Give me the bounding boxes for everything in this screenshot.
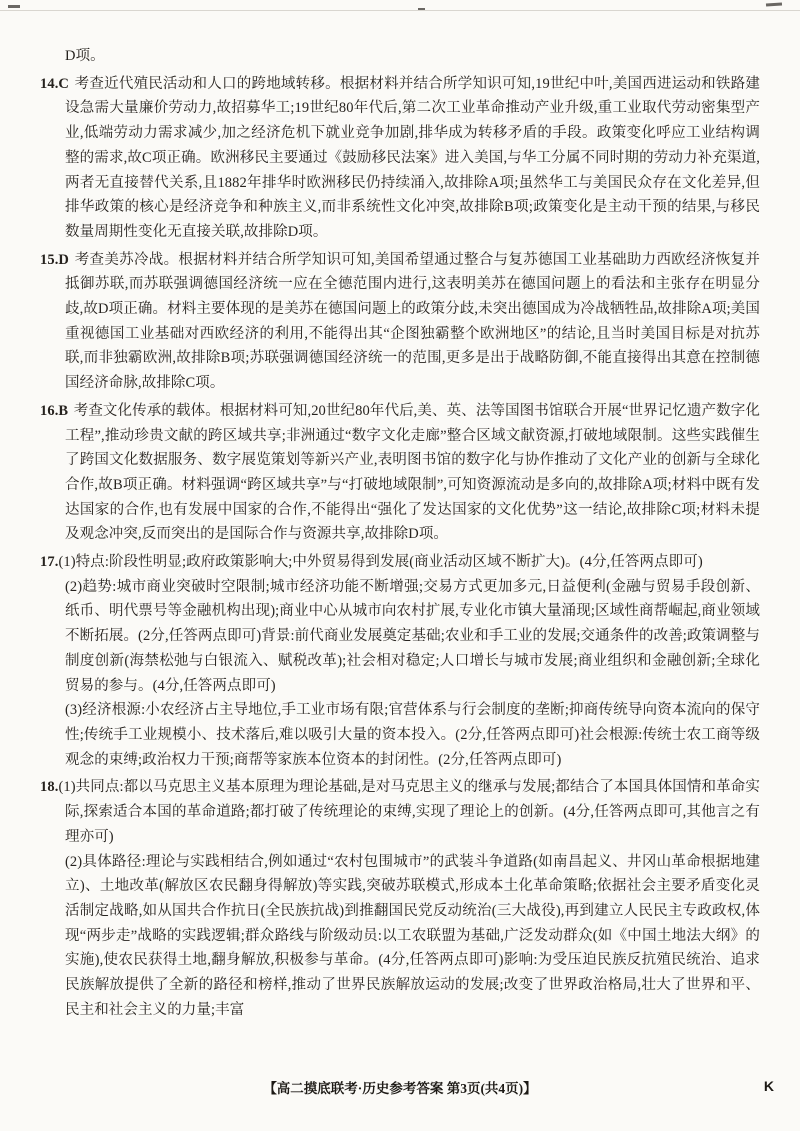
paper-version-mark: K xyxy=(763,1078,774,1094)
scan-artifact-mark xyxy=(418,8,425,10)
answer-17-part-2: (2)趋势:城市商业突破时空限制;城市经济功能不断增强;交易方式更加多元,日益便利(金融与贸易手段创新、纸币、明代票号等金融机构出现);商业中心从城市向农村扩展,专业化市镇大量涌现;区域性商帮崛起,商业领域不断拓展。(2分,任答两点即可)背景:前代商业发展奠定基础;农业和手工业的发展;交通条件的改善;政策调整与制度创新(海禁松弛与白银流入、赋税改革);社会相对稳定;人口增长与城市发展;商业组织和金融创新;全球化贸易的参与。(4分,任答两点即可) xyxy=(65,578,760,694)
answer-item-14 xyxy=(40,72,760,245)
scan-artifact-mark xyxy=(8,5,20,8)
scan-artifact-mark xyxy=(766,2,782,6)
answer-18-part-1 xyxy=(40,775,760,849)
answer-17-part-1-text: (1)特点:阶段性明显;政府政策影响大;中外贸易得到发展(商业活动区域不断扩大)。(4分,任答两点即可) xyxy=(58,554,703,571)
answer-15-text: 考查美苏冷战。根据材料并结合所学知识可知,美国希望通过整合与复苏德国工业基础助力西欧经济恢复并抵御苏联,而苏联强调德国经济统一应在全德范围内进行,这表明美苏在德国问题上的看法和主张存在明显分歧,故D项正确。材料主要体现的是美苏在德国问题上的政策分歧,未突出德国成为冷战牺牲品,故排除A项;美国重视德国工业基础对西欧经济的利用,不能得出其“企图独霸整个欧洲地区”的结论,且当时美国目标是对抗苏联,而非独霸欧洲,故排除B项;苏联强调德国经济统一的范围,更多是出于战略防御,不能直接得出其意在控制德国经济命脉,故排除C项。 xyxy=(65,251,760,392)
answer-18-label: 18. xyxy=(40,779,59,796)
answer-18-part-2: (2)具体路径:理论与实践相结合,例如通过“农村包围城市”的武装斗争道路(如南昌起义、井冈山革命根据地建立)、土地改革(解放区农民翻身得解放)等实践,突破苏联模式,形成本土化革命策略;依据社会主要矛盾变化灵活制定战略,如从国共合作抗日(全民族抗战)到推翻国民党反动统治(三大战役),再到建立人民民主专政政权,体现“两步走”战略的实践逻辑;群众路线与阶级动员:以工农联盟为基础,广泛发动群众(如《中国土地法大纲》的实施),使农民获得土地,翻身解放,积极参与革命。(4分,任答两点即可)影响:为受压迫民族反抗殖民统治、追求民族解放提供了全新的路径和榜样,推动了世界民族解放运动的发展;改变了世界政治格局,壮大了世界和平、民主和社会主义的力量;丰富 xyxy=(65,853,760,1018)
answers-body xyxy=(40,44,760,1025)
answer-item-16 xyxy=(40,399,760,547)
answer-14-label: 14.C xyxy=(40,75,69,92)
answer-item-17 xyxy=(40,550,760,772)
prev-answer-continuation: D项。 xyxy=(65,48,105,64)
answer-17-part-1 xyxy=(40,550,760,575)
answer-17-label: 17. xyxy=(40,554,59,571)
answer-18-part-1-text: (1)共同点:都以马克思主义基本原理为理论基础,是对马克思主义的继承与发展;都结合了本国具体国情和革命实际,探索适合本国的革命道路;都打破了传统理论的束缚,实现了理论上的创新。(4分,任答两点即可,其他言之有理亦可) xyxy=(58,779,760,845)
page-footer xyxy=(0,1077,800,1097)
answer-15-label: 15.D xyxy=(40,251,69,268)
answer-item-15 xyxy=(40,248,760,396)
answer-item-18 xyxy=(40,775,760,1022)
scan-artifact-line xyxy=(0,10,800,11)
answer-16-text: 考查文化传承的载体。根据材料可知,20世纪80年代后,美、英、法等国图书馆联合开展“世界记忆遗产数字化工程”,推动珍贵文献的跨区域共享;非洲通过“数字文化走廊”整合区域文献资源,打破地域限制。这些实践催生了跨国文化数据服务、数字展览策划等新兴产业,表明图书馆的数字化与协作推动了文化产业的创新与全球化合作,故B项正确。材料强调“跨区域共享”与“打破地域限制”,可知资源流动是多向的,故排除A项;材料中既有发达国家的合作,也有发展中国家的合作,不能得出“强化了发达国家的文化优势”这一结论,故排除C项;材料未提及观念冲突,反而突出的是国际合作与资源共享,故排除D项。 xyxy=(65,402,760,543)
page-footer-title: 【高二摸底联考·历史参考答案 第3页(共4页)】 xyxy=(263,1081,537,1096)
answer-16-label: 16.B xyxy=(40,402,69,419)
answer-17-part-3: (3)经济根源:小农经济占主导地位,手工业市场有限;官营体系与行会制度的垄断;抑商传统导向资本流向的保守性;传统手工业规模小、技术落后,难以吸引大量的资本投入。(2分,任答两点即可)社会根源:传统士农工商等级观念的束缚;政治权力干预;商帮等家族本位资本的封闭性。(2分,任答两点即可) xyxy=(65,702,760,768)
answer-14-text: 考查近代殖民活动和人口的跨地域转移。根据材料并结合所学知识可知,19世纪中叶,美国西进运动和铁路建设急需大量廉价劳动力,故招募华工;19世纪80年代后,第二次工业革命推动产业升级,重工业取代劳动密集型产业,低端劳动力需求减少,加之经济危机下就业竞争加剧,排华成为转移矛盾的手段。政策变化呼应工业结构调整的需求,故C项正确。欧洲移民主要通过《鼓励移民法案》进入美国,与华工分属不同时期的劳动力补充渠道,两者无直接替代关系,且1882年排华时欧洲移民仍持续涌入,故排除A项;虽然华工与美国民众存在文化差异,但排华政策的核心是经济竞争和种族主义,而非系统性文化冲突,故排除B项;政策变化是主动干预的结果,与移民数量周期性变化无直接关联,故排除D项。 xyxy=(65,75,760,240)
